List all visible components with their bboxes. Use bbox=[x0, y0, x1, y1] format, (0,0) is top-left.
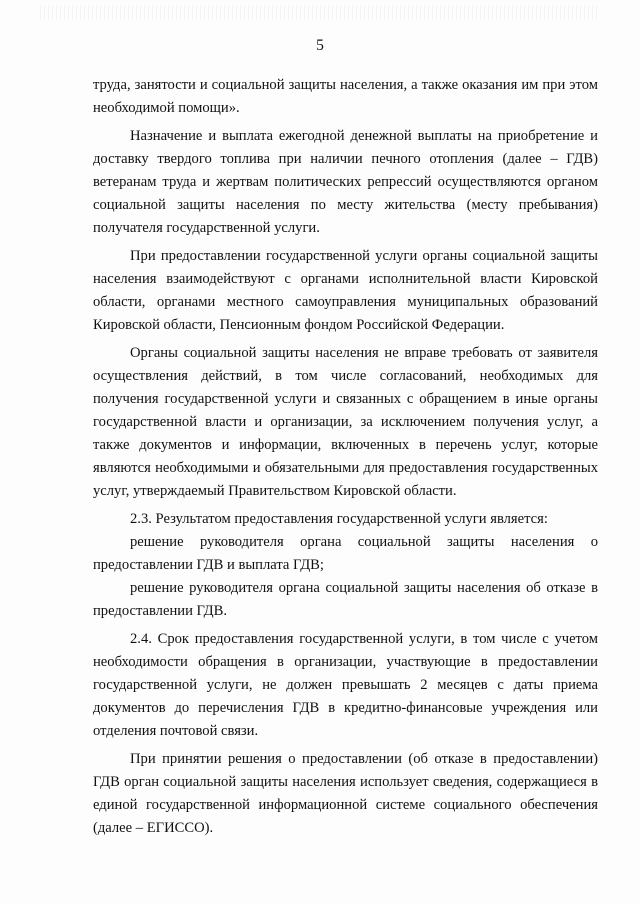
page-number: 5 bbox=[316, 37, 324, 54]
paragraph-result-approval: решение руководителя органа социальной защиты населения о предоставлении ГДВ и выплата ГДВ; bbox=[93, 534, 598, 573]
paragraph-interaction: При предоставлении государственной услуги органы социальной защиты населения взаимодействуют с органами исполнительной власти Кировской области, органами местного самоуправления муниципальных образований Кировской области, Пенсионным фондом Российской Федерации. bbox=[93, 248, 598, 333]
paragraph-section-2-4: 2.4. Срок предоставления государственной услуги, в том числе с учетом необходимости обращения в организации, участвующие в предоставлении государственной услуги, не должен превышать 2 месяцев с даты приема документов до перечисления ГДВ в кредитно-финансовые учреждения или отделения почтовой связи. bbox=[93, 631, 598, 739]
paragraph-egisso: При принятии решения о предоставлении (об отказе в предоставлении) ГДВ орган социальной защиты населения использует сведения, содержащиеся в единой государственной информационной системе социального обеспечения (далее – ЕГИССО). bbox=[93, 751, 598, 836]
paragraph-section-2-3: 2.3. Результатом предоставления государственной услуги является: bbox=[130, 511, 548, 527]
paragraph-continuation: труда, занятости и социальной защиты населения, а также оказания им при этом необходимой помощи». bbox=[93, 77, 598, 116]
document-body bbox=[93, 74, 598, 845]
scan-artifact bbox=[40, 6, 600, 20]
paragraph-result-refusal: решение руководителя органа социальной защиты населения об отказе в предоставлении ГДВ. bbox=[93, 580, 598, 619]
paragraph-gdv-assignment: Назначение и выплата ежегодной денежной выплаты на приобретение и доставку твердого топлива при наличии печного отопления (далее – ГДВ) ветеранам труда и жертвам политических репрессий осуществляются органом социальной защиты населения по месту жительства (месту пребывания) получателя государственной услуги. bbox=[93, 128, 598, 236]
paragraph-restrictions: Органы социальной защиты населения не вправе требовать от заявителя осуществления действий, в том числе согласований, необходимых для получения государственной услуги и связанных с обращением в иные органы государственной власти и организации, за исключением получения услуг, а также документов и информации, включенных в перечень услуг, которые являются необходимыми и обязательными для предоставления государственных услуг, утверждаемый Правительством Кировской области. bbox=[93, 345, 598, 499]
